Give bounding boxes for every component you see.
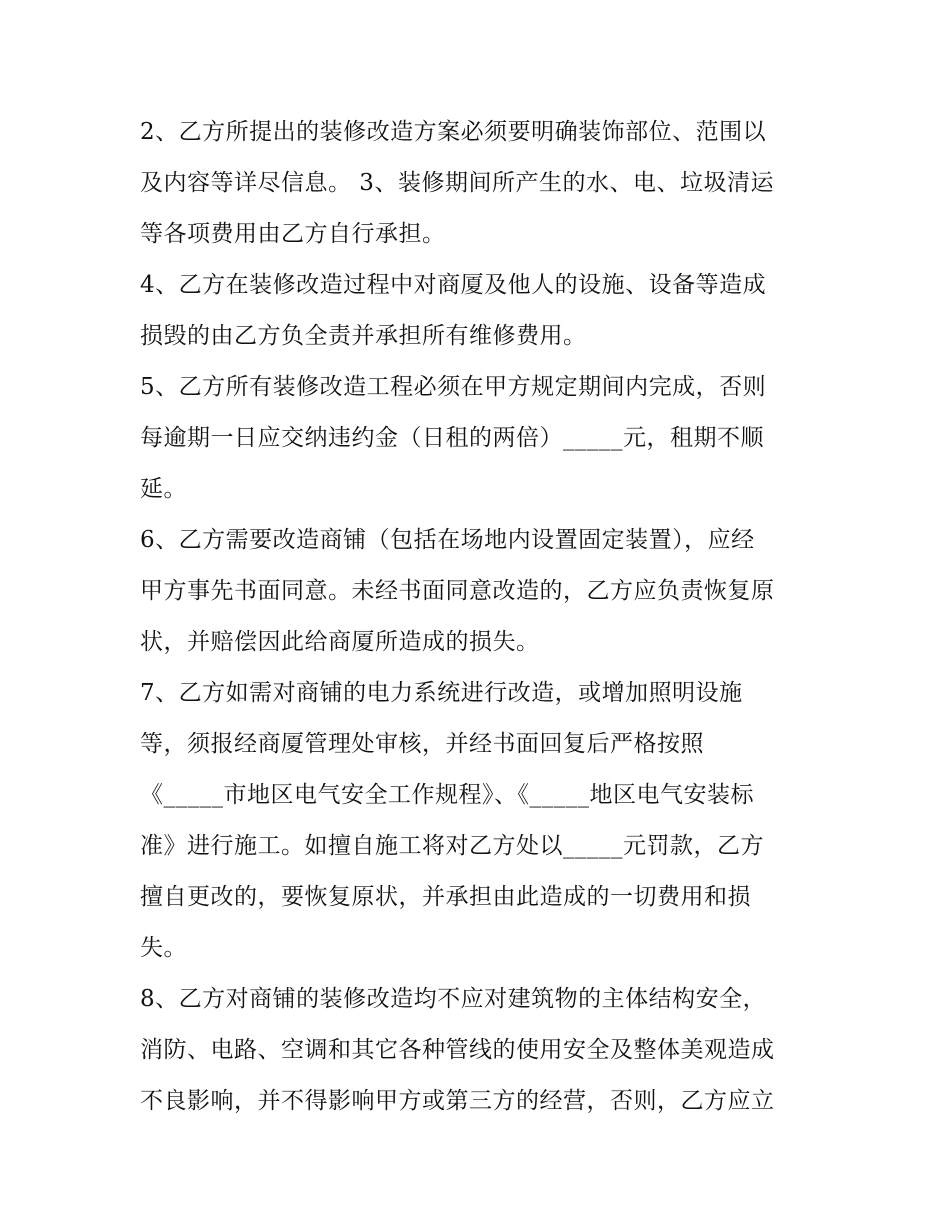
text-line: 准》进行施工。如擅自施工将对乙方处以_____元罚款，乙方	[140, 833, 764, 859]
text-line: 7、乙方如需对商铺的电力系统进行改造，或增加照明设施	[140, 680, 743, 706]
text-line: 2、乙方所提出的装修改造方案必须要明确装饰部位、范围以	[140, 119, 767, 145]
text-line: 5、乙方所有装修改造工程必须在甲方规定期间内完成，否则	[140, 374, 767, 400]
text-line: 损毁的由乙方负全责并承担所有维修费用。	[140, 323, 587, 349]
text-line: 8、乙方对商铺的装修改造均不应对建筑物的主体结构安全，	[140, 986, 767, 1012]
text-line: 延。	[140, 476, 187, 502]
text-line: 每逾期一日应交纳违约金（日租的两倍）_____元，租期不顺	[140, 425, 764, 451]
text-line: 失。	[140, 935, 187, 961]
text-line: 及内容等详尽信息。 3、装修期间所产生的水、电、垃圾清运	[140, 170, 774, 196]
text-line: 不良影响，并不得影响甲方或第三方的经营，否则，乙方应立	[140, 1088, 775, 1114]
text-line: 状，并赔偿因此给商厦所造成的损失。	[140, 629, 540, 655]
text-line: 甲方事先书面同意。未经书面同意改造的，乙方应负责恢复原	[140, 578, 775, 604]
text-line: 等，须报经商厦管理处审核，并经书面回复后严格按照	[140, 731, 704, 757]
text-line: 6、乙方需要改造商铺（包括在场地内设置固定装置），应经	[140, 527, 755, 553]
document-body	[140, 107, 820, 1127]
text-line: 等各项费用由乙方自行承担。	[140, 221, 446, 247]
text-line: 《_____市地区电气安全工作规程》、《_____地区电气安装标	[140, 782, 754, 808]
text-line: 擅自更改的，要恢复原状，并承担由此造成的一切费用和损	[140, 884, 751, 910]
text-line: 4、乙方在装修改造过程中对商厦及他人的设施、设备等造成	[140, 272, 767, 298]
text-line: 消防、电路、空调和其它各种管线的使用安全及整体美观造成	[140, 1037, 775, 1063]
